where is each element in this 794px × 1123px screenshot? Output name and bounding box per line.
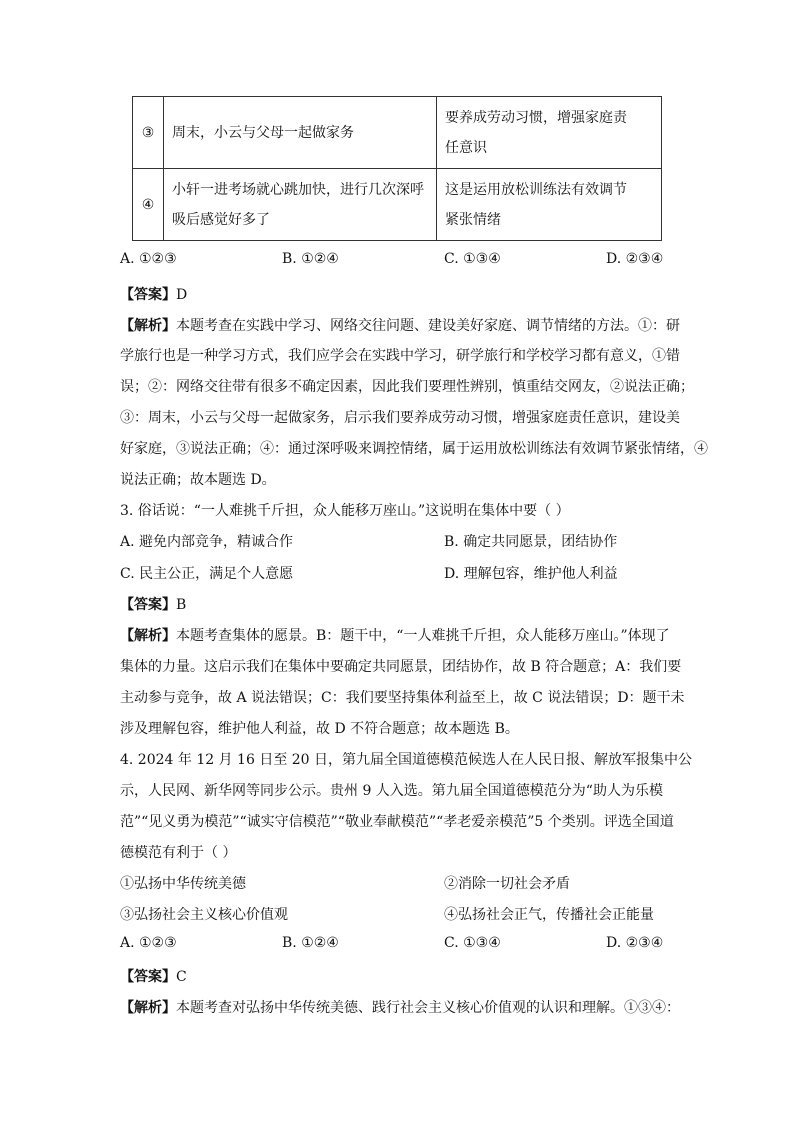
q2-analysis-line: 说法正确；故本题选 D。: [120, 472, 276, 488]
q2-option-d: D. ②③④: [606, 251, 664, 267]
event-cell: 周末，小云与父母一起做家务: [164, 97, 437, 169]
q4-option-d: D. ②③④: [606, 935, 664, 951]
q3-analysis-line: 集体的力量。这启示我们在集体中要确定共同愿景，团结协作，故 B 符合题意；A：我们要: [120, 659, 682, 675]
q2-option-b: B. ①②④: [282, 251, 339, 267]
analysis-cell: 要养成劳动习惯，增强家庭责 任意识: [437, 97, 662, 169]
q4-item-2: ②消除一切社会矛盾: [444, 876, 570, 892]
q4-item-3: ③弘扬社会主义核心价值观: [120, 907, 288, 923]
q2-analysis-line: 误；②：网络交往带有很多不确定因素，因此我们要理性辨别，慎重结交网友，②说法正确；: [120, 379, 694, 395]
row-number: ③: [133, 97, 164, 169]
q3-analysis-line: 主动参与竞争，故 A 说法错误；C：我们要坚持集体利益至上，故 C 说法错误；D：题干未: [120, 690, 685, 706]
table-row: [133, 169, 662, 241]
q4-answer: 【答案】C: [120, 969, 187, 985]
q2-answer: 【答案】D: [120, 287, 188, 303]
q2-analysis-line: 【解析】本题考查在实践中学习、网络交往问题、建设美好家庭、调节情绪的方法。①：研: [120, 318, 680, 334]
q3-option-c: C. 民主公正，满足个人意愿: [120, 566, 294, 582]
q4-stem-line: 德模范有利于（ ）: [120, 845, 237, 861]
table-row: [133, 97, 662, 169]
q3-option-b: B. 确定共同愿景，团结协作: [444, 534, 618, 550]
q4-option-b: B. ①②④: [282, 935, 339, 951]
q4-stem-line: 4. 2024 年 12 月 16 日至 20 日，第九届全国道德模范候选人在人民日报、解放军报集中公: [120, 752, 693, 768]
q3-option-d: D. 理解包容，维护他人利益: [444, 566, 618, 582]
row-number: ④: [133, 169, 164, 241]
event-cell: 小轩一进考场就心跳加快，进行几次深呼 吸后感觉好多了: [164, 169, 437, 241]
q2-analysis-line: 好家庭，③说法正确；④：通过深呼吸来调控情绪，属于运用放松训练法有效调节紧张情绪，④: [120, 441, 708, 457]
q3-analysis-line: 【解析】本题考查集体的愿景。B：题干中，“一人难挑千斤担，众人能移万座山。”体现了: [120, 628, 670, 644]
question-table: [132, 96, 662, 241]
q2-analysis-line: 学旅行也是一种学习方式，我们应学会在实践中学习，研学旅行和学校学习都有意义，①错: [120, 348, 680, 364]
q4-item-1: ①弘扬中华传统美德: [120, 876, 246, 892]
q4-option-a: A. ①②③: [120, 935, 177, 951]
q3-analysis-line: 涉及理解包容，维护他人利益，故 D 不符合题意；故本题选 B。: [120, 721, 519, 737]
q3-answer: 【答案】B: [120, 597, 187, 613]
q4-analysis-line: 【解析】本题考查对弘扬中华传统美德、践行社会主义核心价值观的认识和理解。①③④：: [120, 1000, 680, 1016]
analysis-cell: 这是运用放松训练法有效调节 紧张情绪: [437, 169, 662, 241]
q4-stem-line: 范”“见义勇为模范”“诚实守信模范”“敬业奉献模范”“孝老爱亲模范”5 个类别。评选全国道: [120, 814, 674, 830]
q2-option-c: C. ①③④: [444, 251, 501, 267]
q3-option-a: A. 避免内部竞争，精诚合作: [120, 534, 294, 550]
q4-option-c: C. ①③④: [444, 935, 501, 951]
q2-option-a: A. ①②③: [120, 251, 177, 267]
q2-analysis-line: ③：周末，小云与父母一起做家务，启示我们要养成劳动习惯，增强家庭责任意识，建设美: [120, 410, 680, 426]
q4-item-4: ④弘扬社会正气，传播社会正能量: [444, 907, 654, 923]
q3-stem: 3. 俗话说：“一人难挑千斤担，众人能移万座山。”这说明在集体中要（ ）: [120, 503, 570, 519]
q4-stem-line: 示，人民网、新华网等同步公示。贵州 9 人入选。第九届全国道德模范分为“助人为乐模: [120, 783, 663, 799]
